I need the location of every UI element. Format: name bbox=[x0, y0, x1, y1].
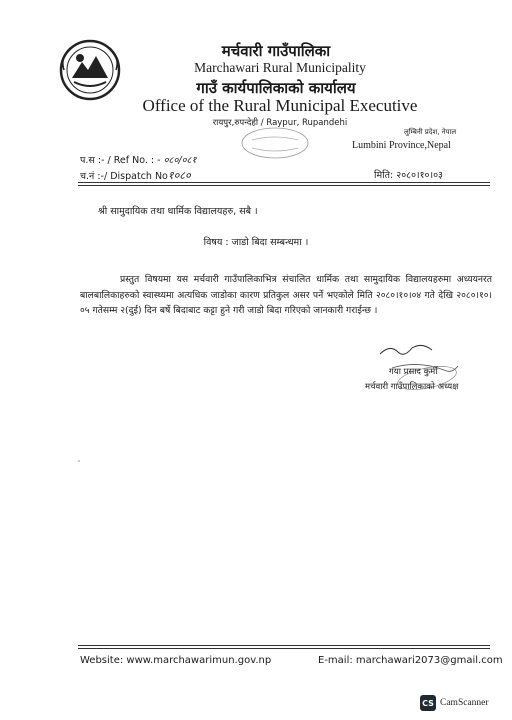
office-name-nepali: गाउँ कार्यपालिकाको कार्यालय bbox=[196, 79, 356, 97]
office-name-english: Office of the Rural Municipal Executive bbox=[142, 96, 418, 115]
province-english: Lumbini Province,Nepal bbox=[352, 140, 451, 151]
letter-date bbox=[374, 168, 443, 181]
office-address: रायपुर,रुपन्देही / Raypur, Rupandehi bbox=[212, 118, 348, 128]
dispatch-value: १०८० bbox=[167, 169, 191, 182]
signatory-title: मर्चवारी गाउँपालिकाको अध्यक्ष bbox=[365, 382, 459, 392]
municipality-name-english: Marchawari Rural Municipality bbox=[194, 60, 366, 75]
camscanner-icon: CS bbox=[420, 695, 436, 711]
letter-recipient: श्री सामुदायिक तथा धार्मिक विद्यालयहरु, सबै । bbox=[98, 206, 258, 217]
camscanner-watermark bbox=[420, 694, 489, 712]
footer-email: E-mail: marchawari2073@gmail.com bbox=[318, 655, 503, 666]
header-divider-secondary bbox=[78, 185, 490, 186]
date-label: मिति: bbox=[374, 170, 394, 181]
footer-divider bbox=[78, 645, 490, 646]
header-divider bbox=[78, 182, 490, 183]
footer-divider-secondary bbox=[78, 648, 490, 649]
scan-speck bbox=[78, 460, 80, 462]
province-nepali: लुम्बिनी प्रदेश, नेपाल bbox=[404, 128, 457, 136]
reference-number bbox=[80, 153, 196, 166]
letter-subject: विषय : जाडो बिदा सम्बन्धमा । bbox=[203, 237, 309, 248]
date-value: २०८०।१०।०३ bbox=[396, 170, 443, 181]
reference-label: प.स :- / Ref No. : - bbox=[80, 155, 161, 166]
camscanner-label: CamScanner bbox=[440, 698, 489, 708]
dispatch-label: च.नं :-/ Dispatch No bbox=[80, 171, 168, 182]
municipality-name-nepali: मर्चवारी गाउँपालिका bbox=[221, 42, 331, 60]
dispatch-number bbox=[80, 168, 191, 183]
footer-website: Website: www.marchawarimun.gov.np bbox=[80, 655, 272, 666]
letter-body: प्रस्तुत विषयमा यस मर्चवारी गाउँपालिकाभित्र संचालित धार्मिक तथा सामुदायिक विद्यालयहरुमा अध्ययनरत बालबालिकाहरुको स्वास्थ्यमा अत्यधिक जाडोका कारण प्रतिकुल असर पर्ने भएकोले मिति २०८०।१०।०४ गते देखि २०८०।१०।०५ गतेसम्म २(दुई) दिन बर्षे बिदाबाट कट्टा हुने गरी जाडो बिदा गरिएको जानकारी गराईन्छ । bbox=[80, 274, 492, 316]
reference-value: ०८०/०८१ bbox=[163, 155, 197, 166]
office-stamp bbox=[240, 126, 310, 160]
signatory-name: गया प्रसाद कुर्मी bbox=[389, 367, 438, 377]
